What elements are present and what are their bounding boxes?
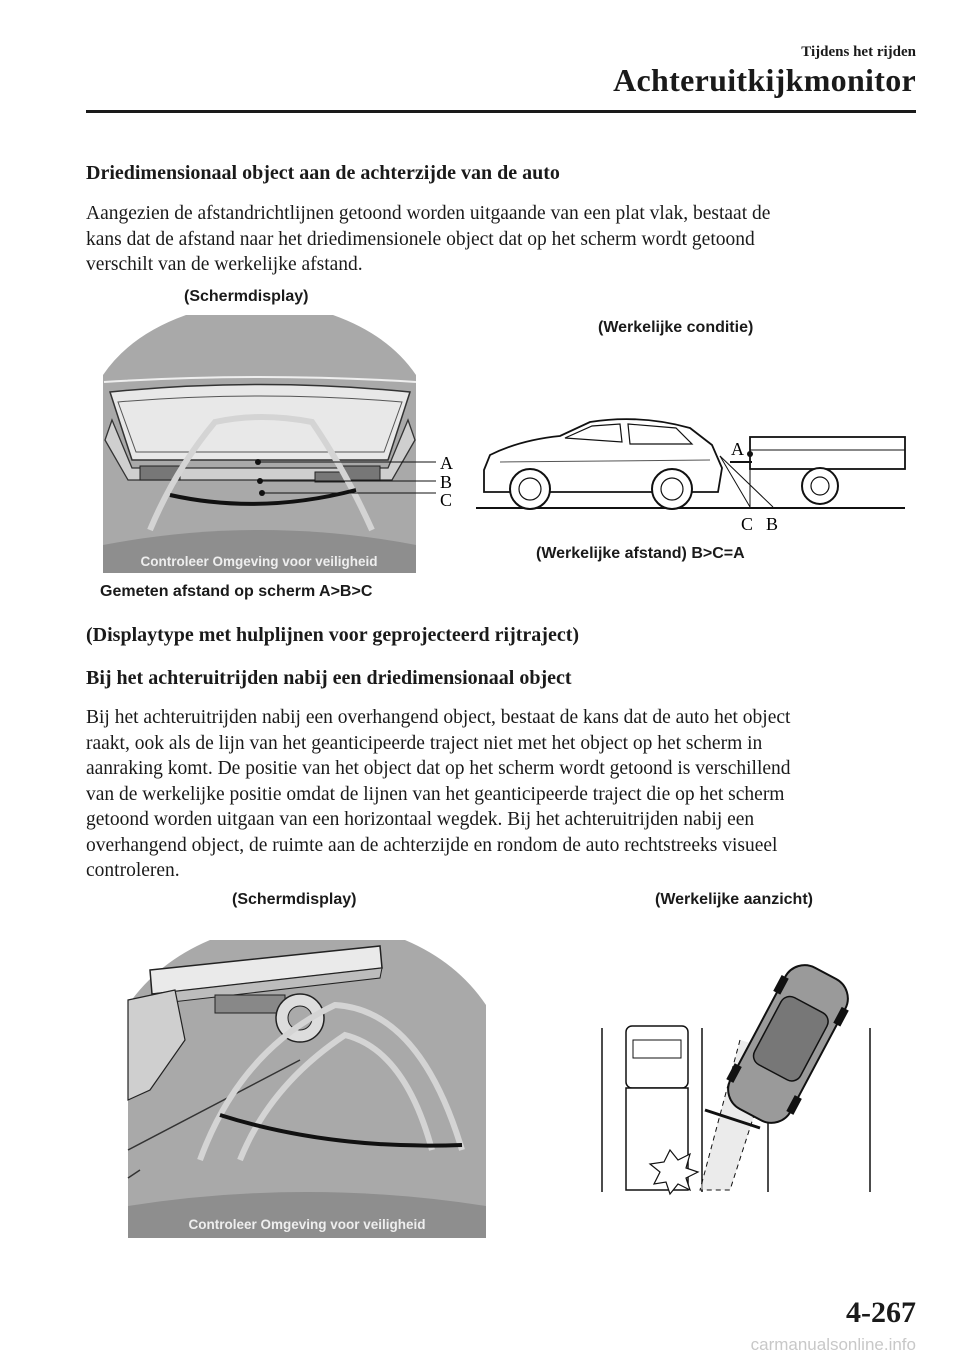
fig1-screen-banner: Controleer Omgeving voor veiligheid — [140, 554, 378, 569]
section1-line: Aangezien de afstandrichtlijnen getoond worden uitgaande van een plat vlak, bestaat de — [86, 203, 771, 224]
fig1-real-caption: (Werkelijke conditie) — [598, 319, 754, 336]
fig1-screen-caption: (Schermdisplay) — [184, 288, 309, 305]
fig2-real-caption: (Werkelijke aanzicht) — [655, 891, 813, 908]
fig1-measured-caption: Gemeten afstand op scherm A>B>C — [100, 583, 373, 600]
fig1-label-c: C — [440, 490, 453, 510]
fig2-screen-display — [128, 940, 486, 1238]
section1-line: verschilt van de werkelijke afstand. — [86, 254, 363, 275]
section2-subtitle: (Displaytype met hulplijnen voor geprojecteerd rijtraject) — [86, 624, 580, 646]
fig2-screen-caption: (Schermdisplay) — [232, 891, 357, 908]
section2-line: getoond worden uitgaan van een horizontaal wegdek. Bij het achteruitrijden nabij een — [86, 809, 755, 830]
watermark: carmanualsonline.info — [750, 1335, 916, 1354]
section2-line: aanraking komt. De positie van het object dat op het scherm wordt getoond is verschillend — [86, 758, 791, 779]
section2-line: controleren. — [86, 860, 180, 881]
section2-line: Bij het achteruitrijden nabij een overhangend object, bestaat de kans dat de auto het object — [86, 707, 791, 728]
section2-heading: Bij het achteruitrijden nabij een driedimensionaal object — [86, 667, 572, 689]
section-title: Tijdens het rijden — [801, 44, 916, 60]
section2-line: raakt, ook als de lijn van het geanticipeerde traject niet met het object op het scherm in — [86, 732, 763, 754]
fig1-real-label-b: B — [766, 514, 779, 534]
section2-line: overhangend object, de ruimte aan de achterzijde en rondom de auto rechtstreeks visueel — [86, 834, 778, 856]
fig1-label-b: B — [440, 472, 453, 492]
page-number: 4-267 — [846, 1296, 916, 1329]
section1-heading: Driedimensionaal object aan de achterzijde van de auto — [86, 162, 560, 184]
fig1-real-label-c: C — [741, 514, 754, 534]
fig1-label-a: A — [440, 453, 453, 473]
fig2-screen-banner: Controleer Omgeving voor veiligheid — [188, 1217, 426, 1232]
fig2-real-view — [602, 956, 870, 1194]
section1-line: kans dat de afstand naar het driedimensionele object dat op het scherm wordt getoond — [86, 228, 755, 250]
section2-line: van de werkelijke positie omdat de lijnen van het geanticipeerde traject die op het scherm — [86, 783, 785, 805]
fig1-real-label-a: A — [731, 439, 744, 459]
chapter-title: Achteruitkijkmonitor — [613, 62, 916, 98]
fig1-real-distance-caption: (Werkelijke afstand) B>C=A — [536, 545, 745, 562]
